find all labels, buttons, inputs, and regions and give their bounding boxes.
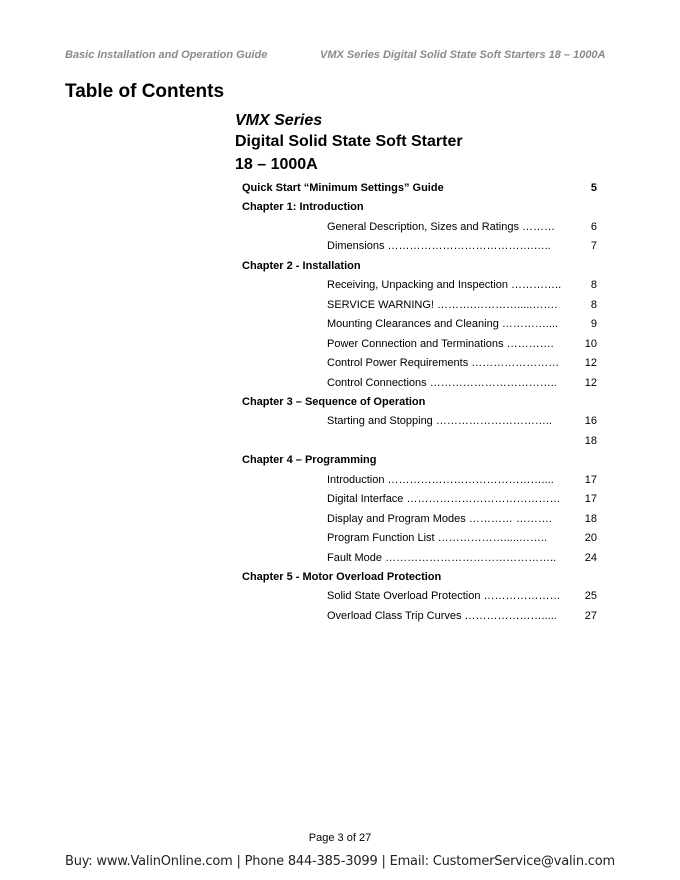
toc-entry-label: Overload Class Trip Curves …………………..... — [327, 610, 557, 622]
page-number: Page 3 of 27 — [308, 832, 372, 844]
running-header-right: VMX Series Digital Solid State Soft Starters 18 – 1000A — [320, 49, 606, 61]
toc-entry-label: Program Function List ……………….....…….. — [327, 532, 548, 544]
toc-entry-label: Display and Program Modes ………… ………. — [327, 513, 552, 525]
toc-entry-page: 24 — [584, 552, 597, 564]
toc-entry-page: 18 — [584, 435, 597, 447]
toc-entry-page: 17 — [584, 493, 597, 505]
toc-entry-label: Control Power Requirements …………………… — [327, 357, 560, 369]
toc-entry-label: Quick Start “Minimum Settings” Guide — [242, 182, 444, 194]
toc-entry — [0, 490, 680, 508]
toc-entry-label: Mounting Clearances and Cleaning ………….... — [327, 318, 559, 330]
product-range: 18 – 1000A — [235, 156, 318, 173]
toc-entry-label: General Description, Sizes and Ratings ……… — [327, 221, 556, 233]
toc-entry — [0, 607, 680, 625]
toc-entry — [0, 432, 680, 450]
toc-entry — [0, 218, 680, 236]
page-title: Table of Contents — [65, 81, 225, 102]
toc-entry-label: Chapter 1: Introduction — [242, 201, 364, 213]
toc-entry-label: Power Connection and Terminations …………. — [327, 338, 554, 350]
toc-entry — [0, 237, 680, 255]
toc-entry — [0, 276, 680, 294]
toc-entry-label: Digital Interface …………………………………… — [327, 493, 561, 505]
toc-chapter-entry — [0, 451, 680, 469]
toc-chapter-entry — [0, 257, 680, 275]
toc-entry-page: 12 — [584, 357, 597, 369]
toc-entry — [0, 354, 680, 372]
toc-entry-page: 20 — [584, 532, 597, 544]
toc-entry-page: 25 — [584, 590, 597, 602]
toc-entry-page: 5 — [590, 182, 597, 194]
toc-entry — [0, 549, 680, 567]
toc-entry-page: 9 — [590, 318, 597, 330]
toc-entry-label: Solid State Overload Protection ………………… — [327, 590, 561, 602]
toc-entry — [0, 529, 680, 547]
toc-chapter-entry — [0, 198, 680, 216]
toc-entry-page: 17 — [584, 474, 597, 486]
toc-entry-page: 6 — [590, 221, 597, 233]
toc-entry — [0, 335, 680, 353]
toc-entry — [0, 374, 680, 392]
toc-chapter-entry — [0, 568, 680, 586]
toc-entry-label: Chapter 5 - Motor Overload Protection — [242, 571, 442, 583]
toc-chapter-entry — [0, 179, 680, 197]
toc-entry-label: Dimensions ………………………………….….. — [327, 240, 551, 252]
toc-entry — [0, 471, 680, 489]
toc-entry-label: Chapter 3 – Sequence of Operation — [242, 396, 426, 408]
toc-entry-label: Introduction …………………………………….... — [327, 474, 554, 486]
toc-entry-label: SERVICE WARNING! ……….………….....……. — [327, 299, 558, 311]
toc-entry-page: 18 — [584, 513, 597, 525]
toc-entry-label: Chapter 4 – Programming — [242, 454, 377, 466]
series-name: VMX Series — [235, 112, 323, 129]
toc-entry-page: 8 — [590, 279, 597, 291]
running-header-left: Basic Installation and Operation Guide — [65, 49, 268, 61]
toc-entry — [0, 315, 680, 333]
toc-entry-page: 7 — [590, 240, 597, 252]
product-name: Digital Solid State Soft Starter — [235, 133, 463, 150]
toc-entry-page: 8 — [590, 299, 597, 311]
toc-entry — [0, 510, 680, 528]
toc-entry — [0, 296, 680, 314]
toc-entry-label: Control Connections …………………………….. — [327, 377, 557, 389]
toc-entry-label: Starting and Stopping ………………………….. — [327, 415, 552, 427]
toc-entry-label: Fault Mode ……………………………………….. — [327, 552, 557, 564]
toc-entry-page: 16 — [584, 415, 597, 427]
toc-entry — [0, 587, 680, 605]
contact-footer: Buy: www.ValinOnline.com | Phone 844-385-3099 | Email: CustomerService@valin.com — [65, 854, 615, 869]
toc-entry — [0, 412, 680, 430]
toc-entry-page: 10 — [584, 338, 597, 350]
toc-chapter-entry — [0, 393, 680, 411]
toc-entry-page: 12 — [584, 377, 597, 389]
toc-entry-label: Chapter 2 - Installation — [242, 260, 361, 272]
toc-entry-page: 27 — [584, 610, 597, 622]
toc-entry-label: Receiving, Unpacking and Inspection ………….. — [327, 279, 562, 291]
